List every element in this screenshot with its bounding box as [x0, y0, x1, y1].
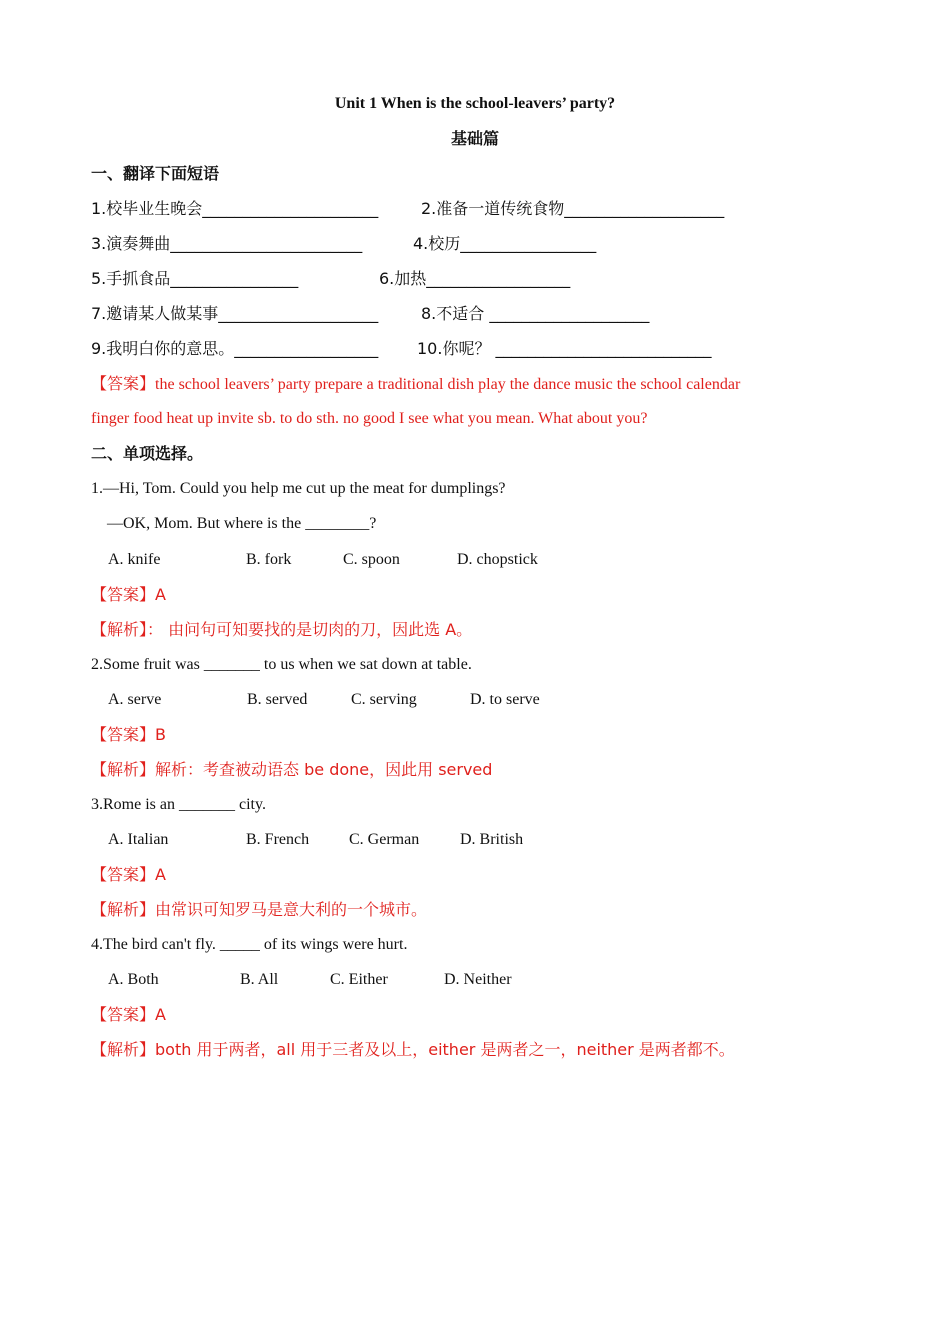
option: A. Italian — [108, 831, 169, 848]
answer: 【答案】A — [91, 865, 166, 884]
answer-label: 【答案】 — [91, 374, 156, 393]
option: C. serving — [351, 691, 417, 708]
option: D. Neither — [444, 971, 512, 988]
option: C. Either — [330, 971, 388, 988]
translation-item: 5.手抓食品________________ — [91, 269, 299, 288]
question-text: 3.Rome is an _______ city. — [91, 796, 266, 813]
option: B. fork — [246, 551, 292, 568]
option: B. served — [247, 691, 308, 708]
translation-item: 8.不适合 ____________________ — [421, 304, 650, 323]
question-text: —OK, Mom. But where is the ________? — [107, 515, 377, 532]
answer-text: the school leavers’ party prepare a traditional dish play the dance music the school calendar — [155, 376, 741, 393]
option: A. Both — [108, 971, 159, 988]
analysis — [91, 620, 472, 640]
translation-item: 2.准备一道传统食物____________________ — [421, 199, 725, 218]
option: C. German — [349, 831, 420, 848]
page-title: Unit 1 When is the school-leavers’ party? — [334, 95, 616, 112]
section1-heading: 一、翻译下面短语 — [91, 164, 220, 183]
analysis — [91, 900, 427, 920]
analysis-label: 【解析】： — [91, 620, 164, 639]
translation-item: 10.你呢？ ___________________________ — [417, 339, 712, 358]
answer-block — [91, 374, 740, 395]
page-subtitle: 基础篇 — [450, 129, 499, 148]
option: C. spoon — [343, 551, 400, 568]
option: D. chopstick — [457, 551, 538, 568]
answer: 【答案】B — [91, 725, 166, 744]
answer: 【答案】A — [91, 585, 166, 604]
translation-item: 7.邀请某人做某事____________________ — [91, 304, 379, 323]
option: A. knife — [108, 551, 161, 568]
analysis — [91, 760, 492, 780]
translation-item: 6.加热__________________ — [379, 269, 571, 288]
section2-heading: 二、单项选择。 — [91, 444, 204, 463]
translation-item: 3.演奏舞曲________________________ — [91, 234, 363, 253]
analysis-label: 【解析】 — [91, 900, 156, 919]
translation-item: 4.校历_________________ — [413, 234, 597, 253]
analysis-label: 【解析】 — [91, 1040, 156, 1059]
option: D. British — [460, 831, 524, 848]
answer: 【答案】A — [91, 1005, 166, 1024]
option: D. to serve — [470, 691, 540, 708]
translation-item: 1.校毕业生晚会______________________ — [91, 199, 379, 218]
option: B. French — [246, 831, 310, 848]
answer-text-continued: finger food heat up invite sb. to do sth. no good I see what you mean. What about you? — [91, 410, 648, 427]
analysis-label: 【解析】 — [91, 760, 156, 779]
option: A. serve — [108, 691, 162, 708]
question-text: 1.—Hi, Tom. Could you help me cut up the meat for dumplings? — [91, 480, 506, 497]
analysis-text: 由常识可知罗马是意大利的一个城市。 — [155, 900, 428, 919]
translation-item: 9.我明白你的意思。__________________ — [91, 339, 379, 358]
question-text: 2.Some fruit was _______ to us when we sat down at table. — [91, 656, 472, 673]
question-text: 4.The bird can't fly. _____ of its wings were hurt. — [91, 936, 408, 953]
analysis-text: both 用于两者，all 用于三者及以上，either 是两者之一，neither 是两者都不。 — [155, 1040, 735, 1059]
analysis-text: 由问句可知要找的是切肉的刀，因此选 A。 — [168, 620, 473, 639]
analysis — [91, 1040, 735, 1060]
analysis-text: 解析：考查被动语态 be done，因此用 served — [155, 760, 493, 779]
option: B. All — [240, 971, 279, 988]
